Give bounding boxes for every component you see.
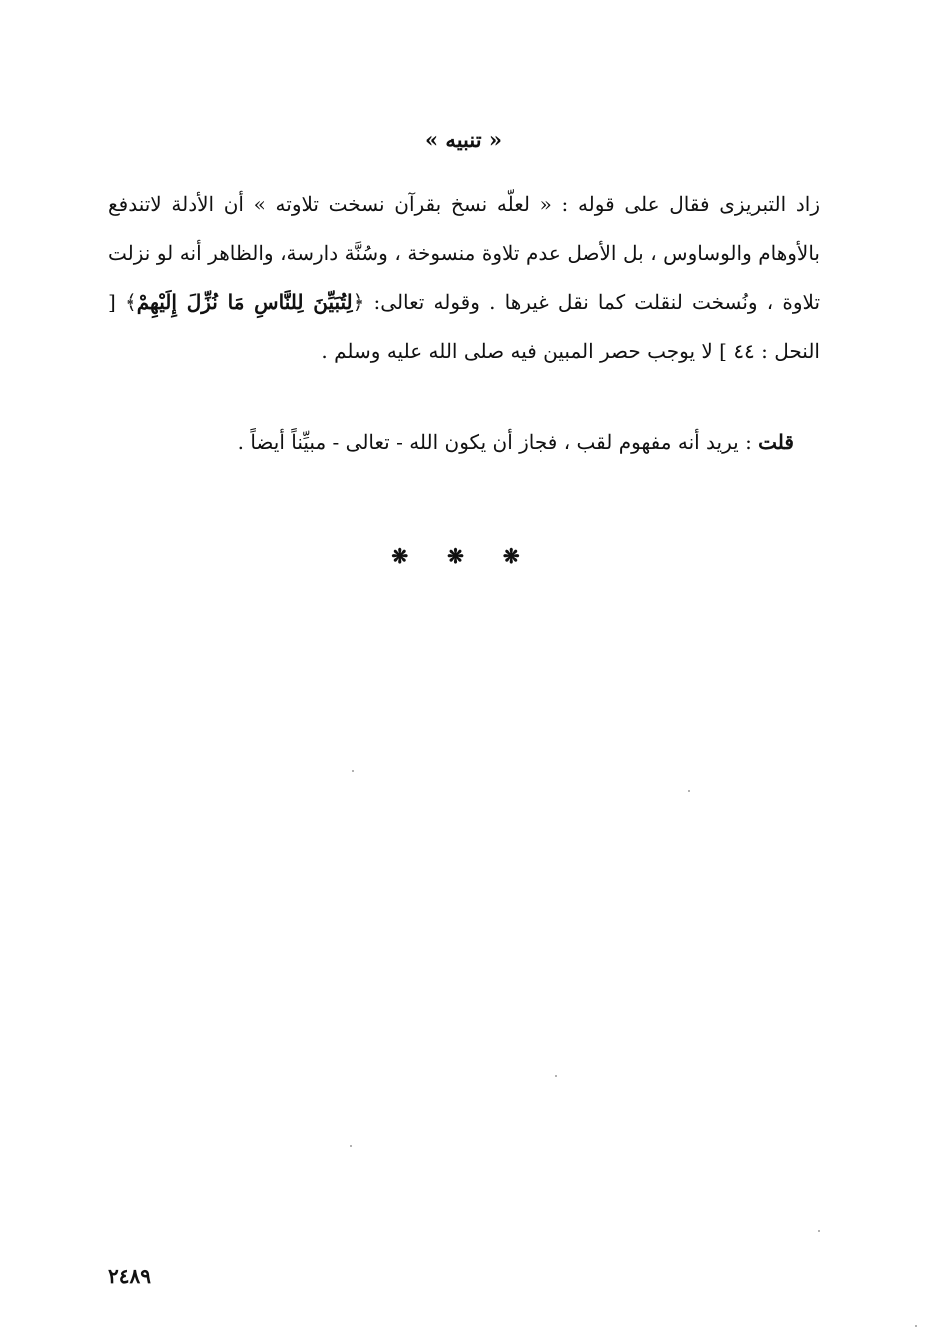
note-paragraph	[108, 420, 794, 464]
scan-speck	[818, 1230, 820, 1232]
scan-speck	[350, 1145, 352, 1147]
paragraph-outro: ﴾ [ النحل : ٤٤ ] لا يوجب حصر المبين فيه صلى الله عليه وسلم .	[108, 290, 820, 363]
scan-speck	[555, 1075, 557, 1077]
section-heading: « تنبيه »	[425, 127, 502, 152]
scan-speck	[352, 770, 354, 772]
quran-verse: لِتُبَيِّنَ لِلنَّاسِ مَا نُزِّلَ إِلَيْهِمْ	[136, 290, 353, 314]
note-label: قلت	[758, 430, 794, 454]
main-paragraph	[108, 180, 820, 376]
paragraph-intro: زاد التبريزى فقال على قوله : « لعلّه نسخ بقرآن نسخت تلاوته » أن الأدلة لاتندفع بالأوهام والوساوس ، بل الأصل عدم تلاوة منسوخة ، وسُنَّة دارسة، والظاهر أنه لو نزلت تلاوة ، ونُسخت لنقلت كما نقل غيرها . وقوله تعالى: ﴿	[108, 192, 821, 314]
page-number: ٢٤٨٩	[108, 1264, 151, 1288]
note-text: : يريد أنه مفهوم لقب ، فجاز أن يكون الله - تعالى - مبيِّناً أيضاً .	[237, 430, 759, 454]
scan-speck	[688, 790, 690, 792]
section-separator: ❋ ❋ ❋	[391, 544, 536, 568]
paragraph-block	[108, 180, 820, 376]
scan-speck	[915, 1325, 917, 1327]
